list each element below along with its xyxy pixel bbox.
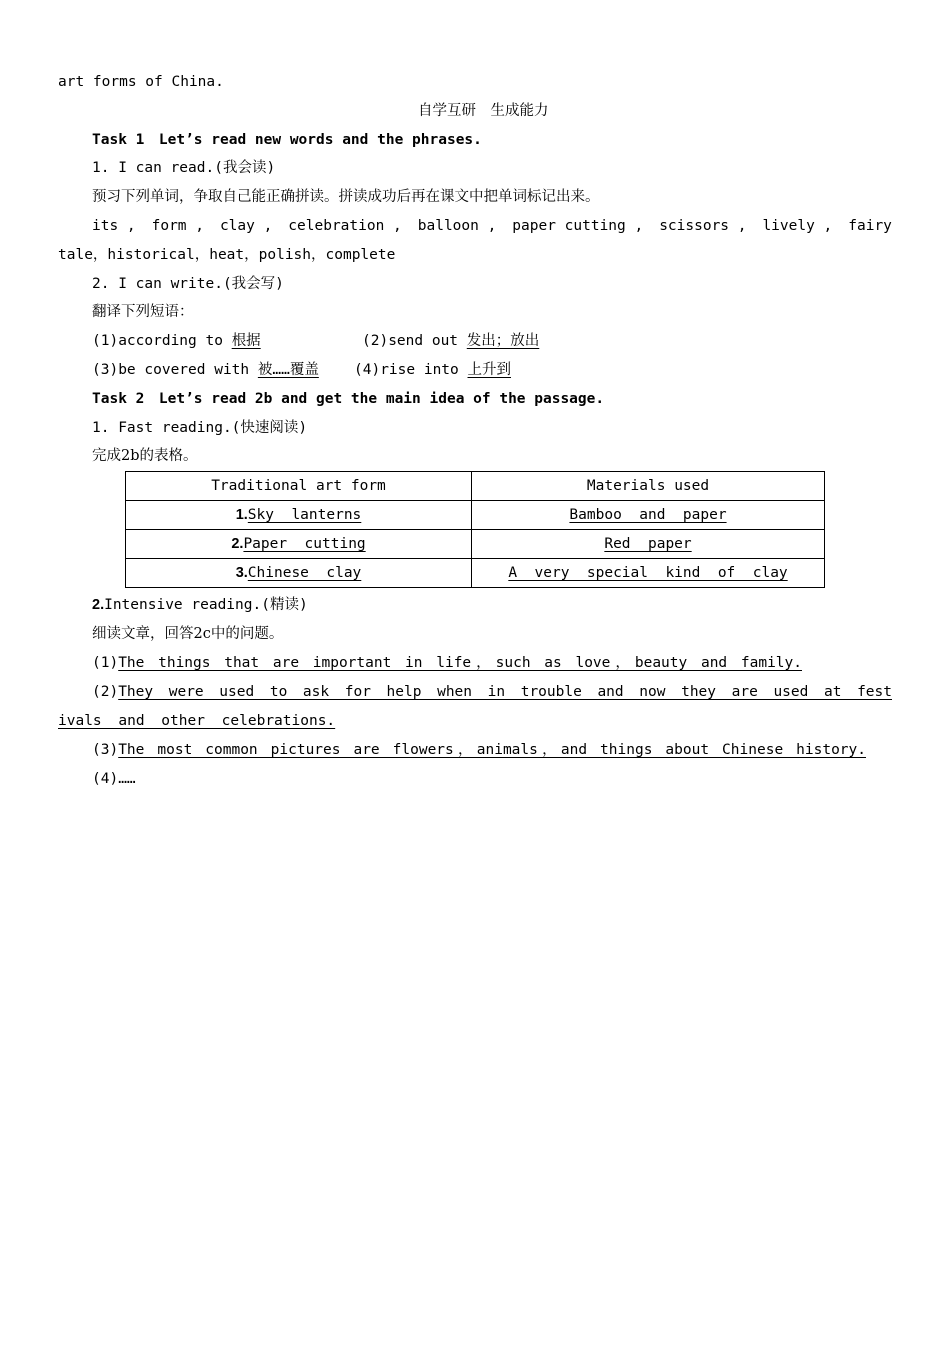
- table-row: [126, 530, 825, 559]
- form-answer: Chinese clay: [247, 565, 362, 581]
- table-cell-material: [472, 559, 825, 588]
- task1-heading: Task 1 Let’s read new words and the phrases.: [92, 132, 482, 148]
- section-title: 自学互研 生成能力: [418, 103, 549, 119]
- word-list-line1: [92, 216, 892, 236]
- answer-2: [92, 682, 892, 702]
- phrase-answer: 发出；放出: [466, 333, 540, 349]
- fast-reading-instruction: 完成2b的表格。: [92, 448, 198, 464]
- phrase-answer: 根据: [231, 333, 261, 349]
- word-list-line2: tale，historical，heat，polish，complete: [58, 247, 396, 263]
- row-number: 2.: [231, 536, 244, 552]
- phrase-answer: 上升到: [467, 362, 511, 378]
- word-item: fairy: [848, 218, 892, 234]
- word-item: scissors ,: [659, 218, 747, 234]
- word-item: balloon ,: [417, 218, 497, 234]
- intensive-reading-label: [92, 595, 308, 615]
- row-number: 3.: [235, 565, 248, 581]
- art-forms-table: [125, 471, 825, 588]
- answer-2-continued: [58, 711, 335, 731]
- word-item: celebration ,: [288, 218, 402, 234]
- material-answer: A very special kind of clay: [508, 565, 788, 581]
- table-cell-material: [472, 530, 825, 559]
- task1-item2-instruction: 翻译下列短语：: [92, 304, 194, 320]
- table-cell-form: [126, 559, 472, 588]
- form-answer: Paper cutting: [243, 536, 366, 552]
- answer-text: They were used to ask for help when in trouble and now they are used at fest: [118, 684, 892, 700]
- table-row: [126, 501, 825, 530]
- answer-3: [92, 740, 866, 760]
- table-cell-form: [126, 530, 472, 559]
- table-cell-material: [472, 501, 825, 530]
- answer-1: [92, 653, 802, 673]
- phrase-2: [362, 331, 539, 351]
- form-answer: Sky lanterns: [247, 507, 362, 523]
- table-header-row: [126, 472, 825, 501]
- fast-reading-label: 1. Fast reading.(快速阅读): [92, 420, 308, 436]
- phrase-4: [354, 360, 511, 380]
- phrase-answer: 被……覆盖: [257, 362, 319, 378]
- answer-text: The most common pictures are flowers，animals，and things about Chinese history.: [118, 742, 866, 758]
- phrase-3: [92, 360, 319, 380]
- material-answer: Bamboo and paper: [569, 507, 727, 523]
- table-header: Materials used: [472, 472, 825, 501]
- intensive-number: 2.: [92, 597, 105, 613]
- answer-4: (4)……: [92, 771, 136, 787]
- task1-item1-instruction: 预习下列单词，争取自己能正确拼读。拼读成功后再在课文中把单词标记出来。: [92, 189, 600, 205]
- phrase-prompt: (4)rise into: [354, 362, 468, 378]
- word-item: lively ,: [762, 218, 833, 234]
- answer-text: ivals and other celebrations.: [58, 713, 336, 729]
- table-row: [126, 559, 825, 588]
- word-item: form ,: [151, 218, 204, 234]
- phrase-prompt: (3)be covered with: [92, 362, 258, 378]
- intensive-reading-instruction: 细读文章，回答2c中的问题。: [92, 626, 284, 642]
- answer-number: (3): [92, 742, 119, 758]
- material-answer: Red paper: [604, 536, 692, 552]
- table-cell-form: [126, 501, 472, 530]
- intro-tail: art forms of China.: [58, 74, 224, 90]
- task1-item1-label: 1. I can read.(我会读): [92, 160, 276, 176]
- task1-item2-label: 2. I can write.(我会写): [92, 276, 284, 292]
- phrase-1: [92, 331, 261, 351]
- answer-number: (1): [92, 655, 119, 671]
- word-item: clay ,: [219, 218, 273, 234]
- task2-heading: Task 2 Let’s read 2b and get the main idea of the passage.: [92, 391, 605, 407]
- phrase-prompt: (1)according to: [92, 333, 232, 349]
- row-number: 1.: [235, 507, 248, 523]
- intensive-label-text: Intensive reading.(精读): [104, 597, 308, 613]
- phrase-prompt: (2)send out: [362, 333, 467, 349]
- answer-number: (2): [92, 684, 119, 700]
- answer-text: The things that are important in life，such as love，beauty and family.: [118, 655, 802, 671]
- word-item: its ,: [92, 218, 136, 234]
- word-item: paper cutting ,: [512, 218, 644, 234]
- table-header: Traditional art form: [126, 472, 472, 501]
